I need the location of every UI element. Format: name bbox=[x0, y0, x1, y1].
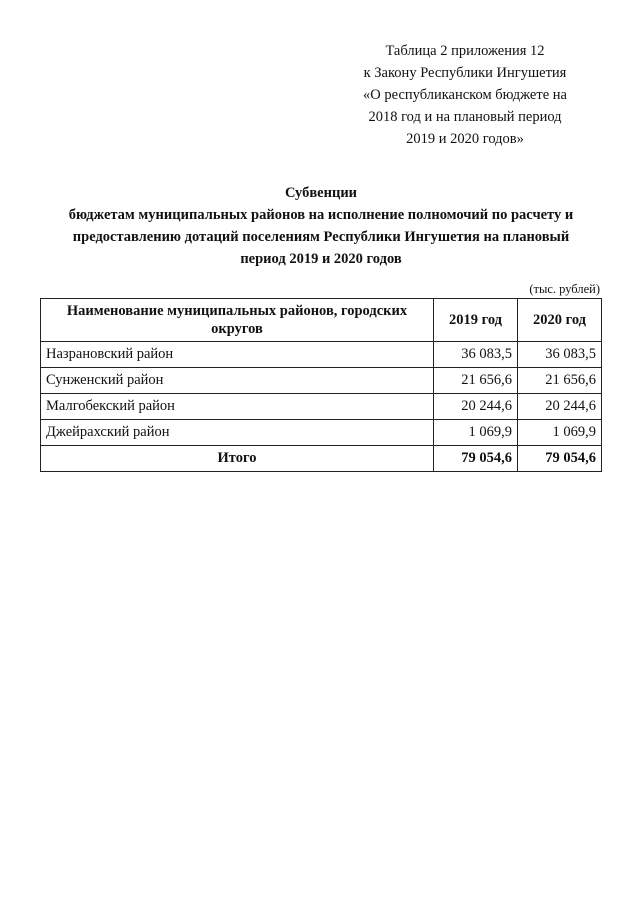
value-2020: 20 244,6 bbox=[518, 394, 602, 420]
title-line: бюджетам муниципальных районов на исполнение полномочий по расчету и bbox=[68, 207, 574, 223]
table-row bbox=[41, 420, 602, 446]
value-2019: 21 656,6 bbox=[434, 368, 518, 394]
total-label: Итого bbox=[41, 446, 434, 472]
header-name: Наименование муниципальных районов, городских округов bbox=[41, 299, 434, 342]
total-2019: 79 054,6 bbox=[434, 446, 518, 472]
appendix-line: к Закону Республики Ингушетия bbox=[363, 65, 567, 81]
value-2019: 20 244,6 bbox=[434, 394, 518, 420]
appendix-line: «О республиканском бюджете на bbox=[363, 87, 567, 103]
title-line: предоставлению дотаций поселениям Республики Ингушетия на плановый bbox=[72, 229, 570, 245]
table-header-row bbox=[41, 299, 602, 342]
appendix-reference bbox=[330, 40, 600, 150]
value-2020: 36 083,5 bbox=[518, 342, 602, 368]
value-2019: 36 083,5 bbox=[434, 342, 518, 368]
document-title bbox=[40, 182, 602, 270]
district-name: Джейрахский район bbox=[41, 420, 434, 446]
district-name: Малгобекский район bbox=[41, 394, 434, 420]
subventions-table bbox=[40, 298, 602, 472]
title-line: Субвенции bbox=[284, 185, 358, 201]
table-row bbox=[41, 394, 602, 420]
district-name: Назрановский район bbox=[41, 342, 434, 368]
appendix-line: 2019 и 2020 годов» bbox=[406, 131, 524, 147]
value-2020: 1 069,9 bbox=[518, 420, 602, 446]
total-row bbox=[41, 446, 602, 472]
title-line: период 2019 и 2020 годов bbox=[240, 251, 402, 267]
header-2020: 2020 год bbox=[518, 299, 602, 342]
units-note: (тыс. рублей) bbox=[529, 282, 600, 296]
total-2020: 79 054,6 bbox=[518, 446, 602, 472]
table-row bbox=[41, 342, 602, 368]
header-2019: 2019 год bbox=[434, 299, 518, 342]
table-row bbox=[41, 368, 602, 394]
appendix-line: 2018 год и на плановый период bbox=[368, 109, 562, 125]
value-2020: 21 656,6 bbox=[518, 368, 602, 394]
district-name: Сунженский район bbox=[41, 368, 434, 394]
value-2019: 1 069,9 bbox=[434, 420, 518, 446]
appendix-line: Таблица 2 приложения 12 bbox=[385, 43, 545, 59]
